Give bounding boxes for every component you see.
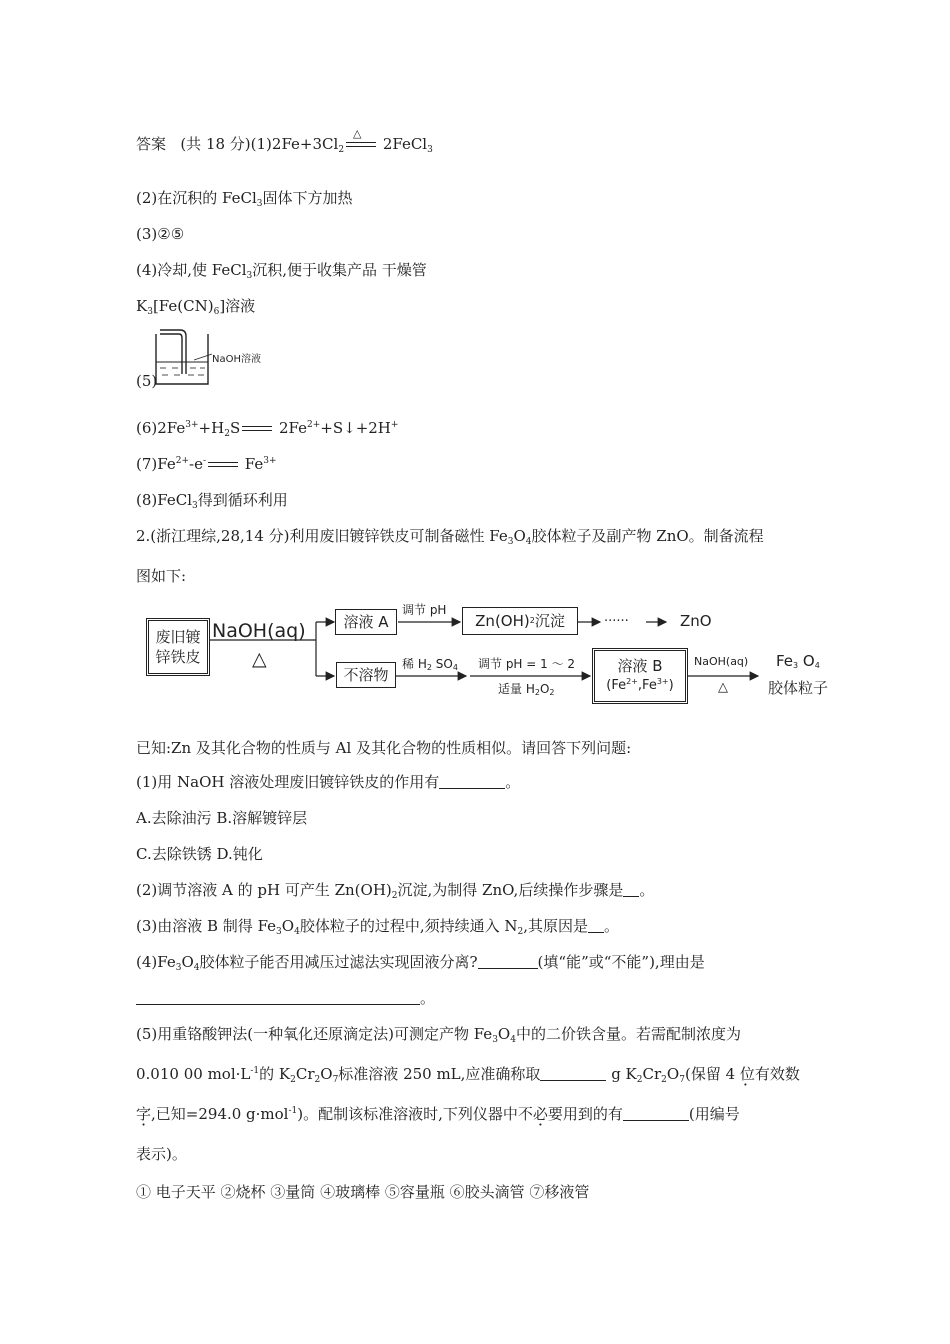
beaker-naoh-label: NaOH溶液: [212, 354, 261, 365]
answer-blank: [540, 1066, 606, 1081]
answer-blank: [588, 918, 604, 933]
solution-b-box: 溶液 B $(Fe^{2+},Fe^{3+})$: [592, 648, 688, 704]
naoh-reagent-label: NaOH(aq): [212, 620, 306, 642]
answer-blank: [478, 954, 538, 969]
emphasis-text: 保留 4 位有效数 ·: [691, 1065, 800, 1083]
answer-8: (8)FeCl$_3$得到循环利用: [136, 491, 288, 511]
answer-6: $(6)2Fe^{3+}+H_2S$ $2Fe^{2+}+S↓+2H^+$: [136, 419, 399, 439]
insoluble-box: 不溶物: [336, 662, 396, 688]
colloid-particles-label: 胶体粒子: [768, 679, 829, 697]
subq-1: (1)用 NaOH 溶液处理废旧镀锌铁皮的作用有 。: [136, 773, 521, 791]
ellipsis-dots: ······: [604, 614, 629, 629]
answer-blank: [623, 1106, 689, 1121]
answer-3: (3)②⑤: [136, 225, 185, 243]
answer-5-label: (5): [136, 372, 158, 390]
h2o2-label: 适量 $H_2O_2$: [498, 682, 555, 697]
reaction-equals: [240, 421, 274, 435]
heat-triangle-icon-2: △: [718, 680, 728, 695]
adjust-ph-label: 调节 pH: [402, 603, 447, 617]
adjust-ph-range-label: 调节 pH = 1 ～ 2: [478, 657, 576, 671]
heat-triangle-icon: △: [252, 648, 267, 670]
emphasis-text: 不必要: [517, 1105, 563, 1123]
solution-a-box: 溶液 A: [335, 609, 397, 635]
answer-prefix: 答案: [136, 135, 167, 153]
answer-blank: [623, 882, 639, 897]
reaction-equals-heat: [344, 127, 378, 151]
subq-4: $(4)Fe_3O_4$胶体粒子能否用减压过滤法实现固液分离? (填“能”或“不能”),理由是: [136, 953, 705, 973]
fe3o4-product: $Fe_3$ $O_4$: [776, 652, 820, 670]
subq-5-line2: 0.010 00 $mol\cdot L^{-1}$的 $K_2Cr_2O_7$标准溶液 250 mL,应准确称取 g $K_2Cr_2O_7$(保留 4 位有效数 ·: [136, 1064, 800, 1084]
reaction-equals: [206, 457, 240, 471]
zno-product: ZnO: [680, 612, 712, 630]
instrument-list: ① 电子天平 ②烧杯 ③量筒 ④玻璃棒 ⑤容量瓶 ⑥胶头滴管 ⑦移液管: [136, 1183, 590, 1201]
subq-2: (2)调节溶液 A 的 pH 可产生 $Zn(OH)_2$沉淀,为制得 ZnO,后续操作步骤是 。: [136, 881, 655, 901]
answer-blank: [136, 990, 420, 1005]
answer-2: (2)在沉积的 FeCl$_3$固体下方加热: [136, 189, 353, 209]
subq-5-line1: (5)用重铬酸钾法(一种氧化还原滴定法)可测定产物 $Fe_3O_4$中的二价铁含量。若需配制浓度为: [136, 1025, 741, 1045]
answer-blank: [439, 774, 505, 789]
answer-score: (共 18 分): [180, 135, 251, 153]
question-2-intro-cont: 图如下:: [136, 567, 187, 585]
naoh-aq-label: NaOH(aq): [694, 655, 749, 668]
question-2-intro: 2.(浙江理综,28,14 分)利用废旧镀锌铁皮可制备磁性 $Fe_3O_4$胶体粒子及副产物 ZnO。制备流程: [136, 527, 764, 547]
answer-4: (4)冷却,使 FeCl$_3$沉积,便于收集产品 干燥管: [136, 261, 427, 281]
k3-fe-cn6-label: $K_3[Fe(CN)_6]$溶液: [136, 297, 256, 317]
known-statement: 已知:Zn 及其化合物的性质与 Al 及其化合物的性质相似。请回答下列问题:: [136, 739, 632, 757]
emphasis-text: 字: [136, 1105, 152, 1123]
zn-oh2-precipitate-box: Zn(OH) 2 沉淀: [462, 607, 578, 635]
subq-4-cont: 。: [136, 988, 435, 1008]
answer-line-1: 答案 (共 18 分)$(1)2Fe+3Cl_2$ △ 2FeCl$_3$: [136, 134, 433, 154]
options-cd: C.去除铁锈 D.钝化: [136, 845, 263, 863]
subq-5-line4: 表示)。: [136, 1145, 187, 1163]
subq-3: (3)由溶液 B 制得 $Fe_3O_4$胶体粒子的过程中,须持续通入 $N_2$,其原因是 。: [136, 917, 620, 937]
start-material-box: 废旧镀 锌铁皮: [146, 618, 210, 676]
subq-5-line3: 字,已知=294.0 g·mol$^{-1}$)。配制该标准溶液时,下列仪器中不必要用到的有 (用编号: [136, 1105, 740, 1123]
heat-triangle-icon: △: [353, 127, 362, 140]
answer-7: $(7)Fe^{2+}-e^-$ $Fe^{3+}$: [136, 455, 277, 473]
answer-1-text: (1)2Fe+3Cl: [250, 135, 339, 153]
dilute-h2so4-label: 稀 $H_2$ $SO_4$: [402, 657, 458, 672]
options-ab: A.去除油污 B.溶解镀锌层: [136, 809, 308, 827]
